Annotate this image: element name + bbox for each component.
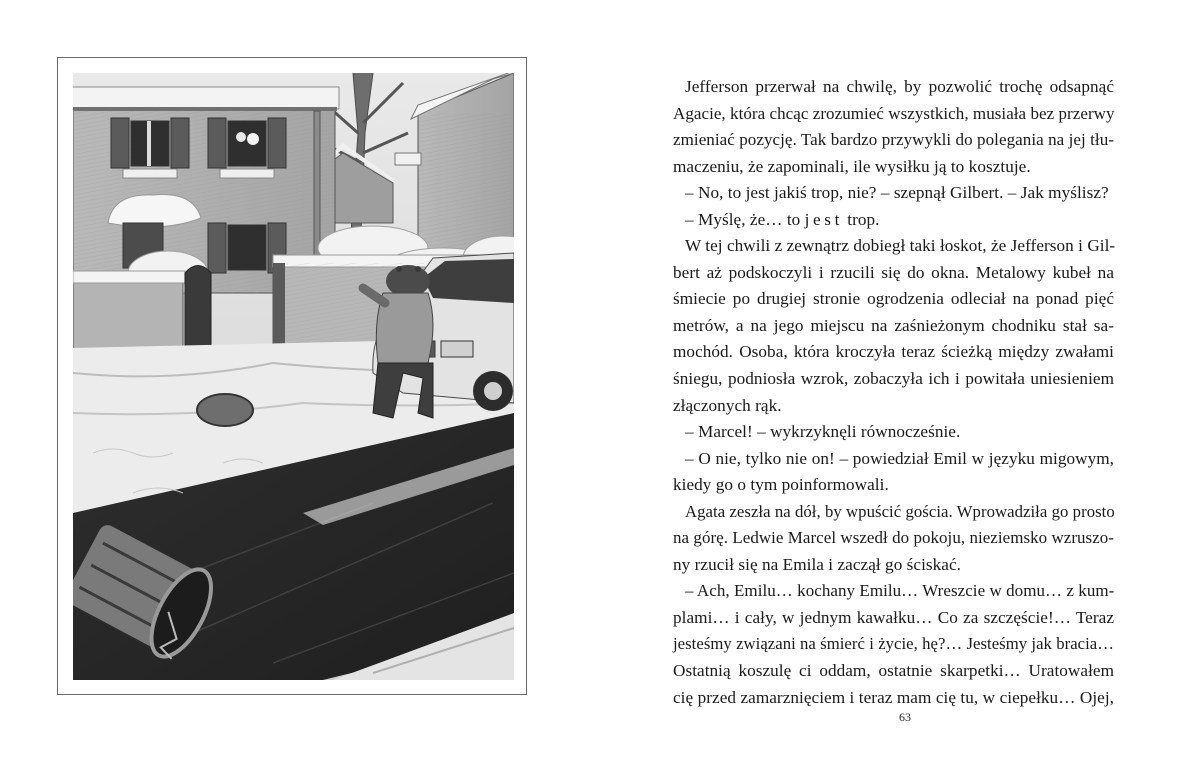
text-line: – Marcel! – wykrzyknęli równocześnie. — [685, 422, 961, 442]
text-line: śniegu, podniosła wzrok, zobaczyła ich i powitała uniesieniem — [673, 369, 1114, 389]
text-line: – No, to jest jakiś trop, nie? – szepnął Gilbert. – Jak myślisz? — [685, 183, 1109, 203]
left-page — [0, 0, 596, 783]
text-line: maczeniu, że zapominali, ile wysiłku ją to kosztuje. — [673, 156, 1031, 176]
text-line: plami… i cały, w jednym kawałku… Co za szczęście!… Teraz — [673, 607, 1114, 627]
spaced-emphasis: jest — [804, 209, 843, 229]
text-line: cię przed zamarznięciem i teraz mam cię tu, w ciepełku… Ojej, — [673, 687, 1114, 707]
page-number: 63 — [899, 710, 911, 724]
text-line: W tej chwili z zewnątrz dobiegł taki łoskot, że Jefferson i Gil- — [685, 236, 1116, 256]
text-line: – O nie, tylko nie on! – powiedział Emil w języku migowym, — [685, 448, 1114, 468]
text-line: złączonych rąk. — [673, 395, 782, 415]
text-line — [673, 207, 1114, 234]
right-page — [596, 0, 1193, 783]
text-fragment: trop. — [842, 209, 880, 229]
text-line: metrów, a na jego miejscu na zaśnieżonym chodniku stał sa- — [673, 315, 1114, 335]
text-line: bert aż podskoczyli i rzucili się do okna. Metalowy kubeł na — [673, 262, 1114, 282]
window-upper-right — [208, 118, 286, 178]
gate — [185, 266, 211, 359]
window-upper-left — [111, 118, 189, 178]
text-line: mochód. Osoba, która kroczyła teraz ścieżką między zwałami — [673, 342, 1114, 362]
illustration-frame — [57, 57, 527, 695]
body-text — [673, 74, 1114, 711]
text-line: śmiecie po drugiej stronie ogrodzenia odleciał na ponad pięć — [673, 289, 1114, 309]
text-line: ny rzucił się na Emila i zaczął go ściskać. — [673, 554, 962, 574]
text-line: zmieniać pozycję. Tak bardzo przywykli do polegania na jej tłu- — [673, 130, 1114, 150]
text-line: Agacie, która chcąc zrozumieć wszystkich, musiała bez przerwy — [673, 103, 1115, 123]
text-line: kiedy go o tym poinformowali. — [673, 475, 889, 495]
text-fragment: – Myślę, że… to — [685, 209, 805, 229]
text-line: jesteśmy związani na śmierć i życie, hę?… Jesteśmy jak bracia… — [673, 634, 1114, 654]
snowy-street-illustration — [73, 73, 514, 680]
text-line: Jefferson przerwał na chwilę, by pozwolić trochę odsapnąć — [685, 77, 1114, 96]
pencil-illustration-icon — [73, 73, 514, 680]
text-line: Ostatnią koszulę ci oddam, ostatnie skarpetki… Uratowałem — [673, 661, 1114, 681]
text-line: Agata zeszła na dół, by wpuścić gościa. Wprowadziła go prosto — [685, 501, 1115, 521]
text-line: na górę. Ledwie Marcel wszedł do pokoju, nieziemsko wzruszo- — [673, 528, 1114, 548]
text-line: – Ach, Emilu… kochany Emilu… Wreszcie w domu… z kum- — [685, 581, 1115, 601]
trash-lid — [197, 394, 253, 426]
